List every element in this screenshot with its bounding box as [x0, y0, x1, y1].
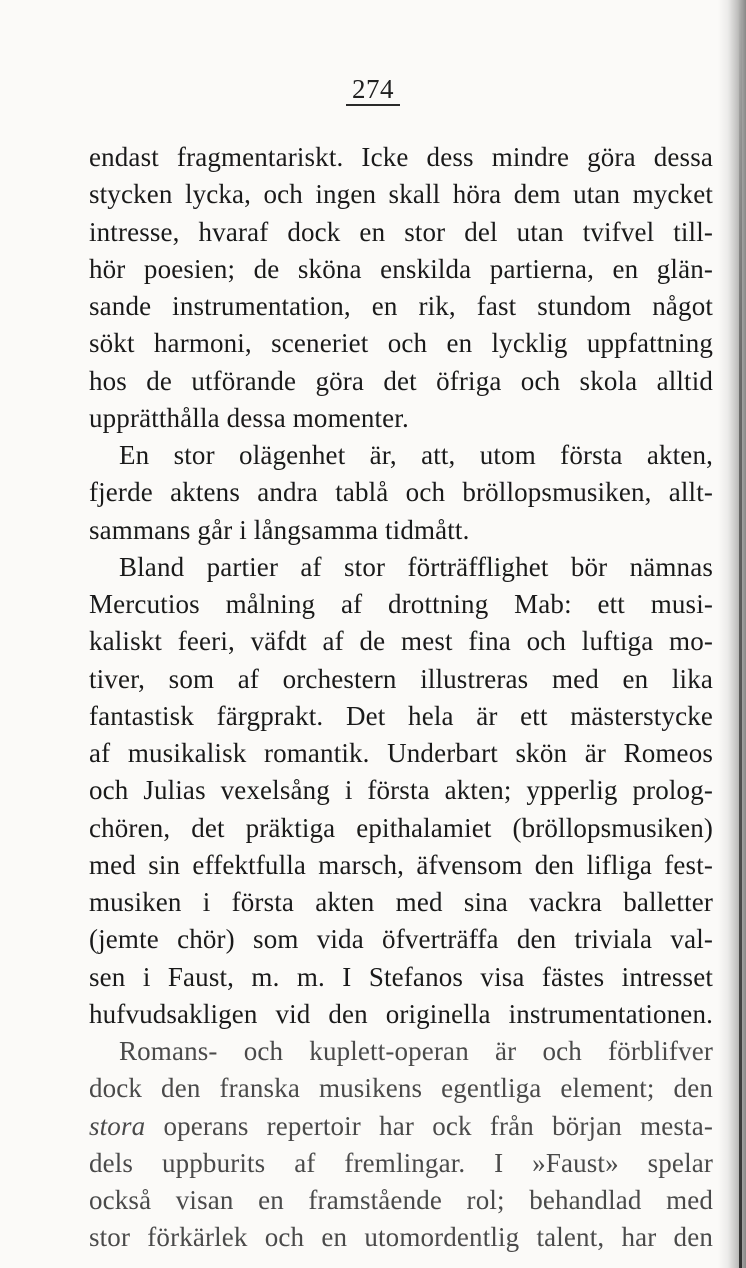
- text-line: musiken i första akten med sina vackra balletter: [89, 887, 713, 917]
- body-text: [89, 139, 713, 1257]
- text-line: dock den franska musikens egentliga element; den: [89, 1073, 713, 1104]
- emphasized-word: stora: [89, 1110, 146, 1141]
- text-line: stor förkärlek och en utomordentlig talent, har den: [89, 1222, 713, 1253]
- page-number: 274: [0, 74, 746, 106]
- text-line: sen i Faust, m. m. I Stefanos visa fästes intresset: [89, 961, 713, 992]
- text-line: af musikalisk romantik. Underbart skön är Romeos: [89, 738, 713, 768]
- text-line: Bland partier af stor förträfflighet bör nämnas: [119, 551, 713, 582]
- text-line: stycken lycka, och ingen skall höra dem utan mycket: [89, 179, 713, 210]
- text-line: [89, 1108, 713, 1145]
- text-line: sammans går i långsamma tidmått.: [89, 514, 470, 545]
- text-line: En stor olägenhet är, att, utom första akten,: [119, 440, 713, 470]
- text-line: tiver, som af orchestern illustreras med en lika: [89, 663, 713, 694]
- text-line: chören, det präktiga epithalamiet (bröllopsmusiken): [89, 812, 713, 843]
- text-line: och Julias vexelsång i första akten; ypperlig prolog-: [89, 775, 713, 806]
- text-line: (jemte chör) som vida öfverträffa den triviala val-: [89, 924, 713, 955]
- text-line: hufvudsakligen vid den originella instrumentationen.: [89, 998, 713, 1029]
- text-line: fantastisk färgprakt. Det hela är ett mästerstycke: [89, 700, 713, 731]
- text-line: Mercutios målning af drottning Mab: ett musi-: [89, 589, 713, 619]
- text-line: upprätthålla dessa momenter.: [89, 402, 409, 433]
- text-line: endast fragmentariskt. Icke dess mindre göra dessa: [89, 142, 713, 172]
- text-line: hör poesien; de sköna enskilda partierna, en glän-: [89, 253, 713, 284]
- text-line: också visan en framstående rol; behandlad med: [89, 1185, 713, 1215]
- text-line: kaliskt feeri, väfdt af de mest fina och luftiga mo-: [89, 626, 713, 657]
- text-line: intresse, hvaraf dock en stor del utan tvifvel till-: [89, 216, 713, 247]
- text-line-rest: operans repertoir har ock från början mesta-: [145, 1110, 713, 1141]
- text-line: sande instrumentation, en rik, fast stundom något: [89, 291, 713, 321]
- text-line: hos de utförande göra det öfriga och skola alltid: [89, 365, 713, 396]
- text-line: dels uppburits af fremlingar. I »Faust» spelar: [89, 1147, 713, 1178]
- page-edge-line: [739, 0, 742, 1268]
- text-line: sökt harmoni, sceneriet och en lycklig uppfattning: [89, 328, 713, 359]
- text-line: Romans- och kuplett-operan är och förblifver: [119, 1036, 713, 1066]
- text-line: fjerde aktens andra tablå och bröllopsmusiken, allt-: [89, 477, 713, 508]
- text-line: med sin effektfulla marsch, äfvensom den lifliga fest-: [89, 849, 713, 880]
